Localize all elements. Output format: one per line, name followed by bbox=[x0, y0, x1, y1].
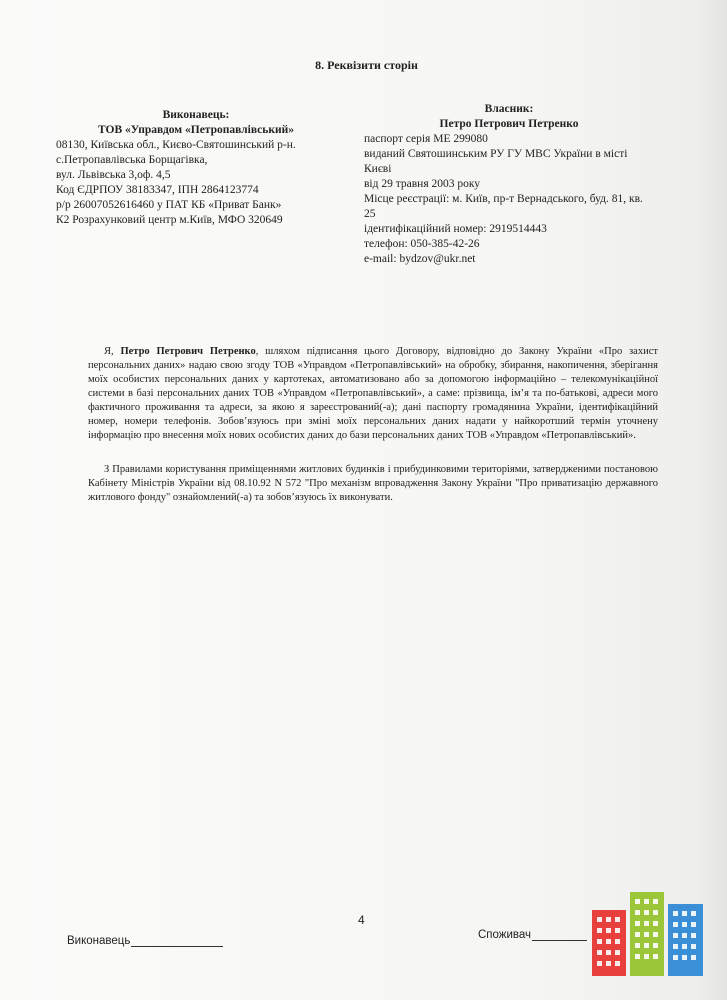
owner-details bbox=[364, 102, 654, 267]
contractor-address-line: с.Петропавлівська Борщагівка, bbox=[56, 154, 208, 166]
page-number: 4 bbox=[358, 913, 365, 927]
consumer-signature-line bbox=[532, 928, 587, 941]
owner-phone-line: телефон: 050-385-42-26 bbox=[364, 238, 480, 250]
contractor-signature bbox=[67, 934, 223, 947]
owner-registration-line: Місце реєстрації: м. Київ, пр-т Вернадського, буд. 81, кв. 25 bbox=[364, 193, 643, 220]
owner-passport-date-line: від 29 травня 2003 року bbox=[364, 178, 481, 190]
contractor-bank-line: р/р 26007052616460 у ПАТ КБ «Приват Банк» bbox=[56, 199, 282, 211]
contractor-address-line: 08130, Київська обл., Києво-Святошинський р-н. bbox=[56, 139, 296, 151]
buildings-logo-icon bbox=[590, 890, 705, 978]
owner-email-line: e-mail: bydzov@ukr.net bbox=[364, 253, 476, 265]
contractor-signature-line bbox=[131, 934, 223, 947]
consent-paragraph bbox=[88, 345, 658, 443]
consumer-signature-label: Споживач bbox=[478, 929, 532, 941]
contractor-address-line: вул. Львівська 3,оф. 4,5 bbox=[56, 169, 171, 181]
owner-id-number-line: ідентифікаційний номер: 2919514443 bbox=[364, 223, 547, 235]
consumer-signature bbox=[478, 928, 587, 941]
contractor-signature-label: Виконавець bbox=[67, 935, 131, 947]
contractor-heading: Виконавець: bbox=[162, 109, 230, 121]
owner-passport-line: паспорт серія МЕ 299080 bbox=[364, 133, 488, 145]
rules-text: З Правилами користування приміщеннями житлових будинків і прибудинковими територіями, затвердженими постановою Кабінету Міністрів України від 08.10.92 N 572 "Про механізм впровадження Закону України "Про приватизацію державного житлового фонду" ознайомлений(-а) та зобов’язуюсь їх виконувати. bbox=[88, 464, 658, 503]
contractor-bank-line: К2 Розрахунковий центр м.Київ, МФО 320649 bbox=[56, 214, 283, 226]
contractor-name: ТОВ «Управдом «Петропавлівський» bbox=[98, 124, 294, 136]
contractor-details bbox=[56, 108, 336, 228]
consent-owner-name: Петро Петрович Петренко bbox=[120, 346, 256, 357]
owner-passport-issuer-line: виданий Святошинським РУ ГУ МВС України в місті Києві bbox=[364, 148, 628, 175]
consent-text: , шляхом підписання цього Договору, відповідно до Закону України «Про захист персональних даних» надаю свою згоду ТОВ «Управдом «Петропавлівський» на обробку, збирання, накопичення, зберігання моїх особистих персональних даних у картотеках, автоматизовано або за допомогою інформаційно – телекомунікаційної системи в базі персональних даних ТОВ «Управдом «Петропавлівський», а саме: прізвища, ім’я та по-батькові, адреси мого фактичного проживання та адреси, за якою я зареєстрований(-а); дані паспорту громадянина України, ідентифікаційний номер, номери телефонів. Зобов’язуюсь при зміні моїх персональних даних надати у найкоротший термін уточнену інформацію про внесення моїх нових особистих даних до бази персональних даних ТОВ «Управдом «Петропавлівський». bbox=[88, 346, 658, 441]
section-title: 8. Реквізити сторін bbox=[315, 58, 418, 72]
consent-prefix: Я, bbox=[104, 346, 121, 357]
rules-paragraph bbox=[88, 463, 658, 505]
contractor-code-line: Код ЄДРПОУ 38183347, ІПН 2864123774 bbox=[56, 184, 259, 196]
owner-name: Петро Петрович Петренко bbox=[439, 118, 579, 130]
owner-heading: Власник: bbox=[484, 103, 534, 115]
